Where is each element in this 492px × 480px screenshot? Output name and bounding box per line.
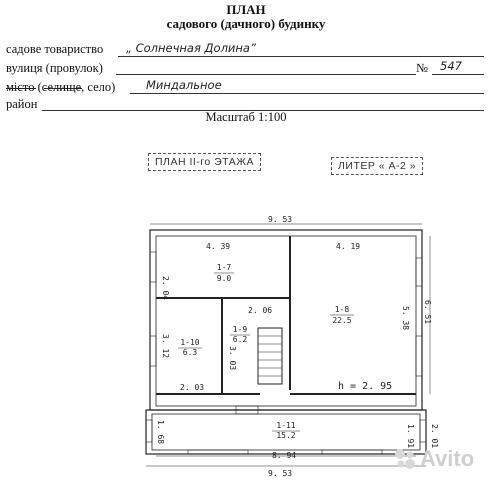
room-labels	[178, 263, 354, 440]
dim-room9-width: 2. 06	[248, 306, 273, 315]
dim-right-height: 6. 51	[423, 300, 432, 325]
room-1-10-area: 6.3	[182, 348, 198, 357]
society-label: садове товариство	[6, 42, 104, 56]
scale-label: Масштаб 1:100	[205, 110, 287, 124]
dim-room11-left: 1. 68	[156, 420, 165, 445]
room-1-9-area: 6.2	[232, 335, 248, 344]
floor-plan-stamp: ПЛАН II-го ЭТАЖА	[148, 153, 261, 171]
document-subtitle: садового (дачного) будинку	[166, 16, 326, 31]
liter-stamp: ЛИТЕР « А-2 »	[331, 157, 423, 175]
avito-logo-icon	[392, 446, 418, 472]
society-value: „ Солнечная Долина”	[126, 41, 256, 55]
place-value: Миндальное	[146, 78, 222, 92]
document-title: ПЛАН	[226, 2, 266, 17]
dim-room7-height: 2. 04	[161, 276, 170, 301]
dim-room11-right: 1. 91	[406, 424, 415, 449]
dim-top-total: 9. 53	[268, 215, 293, 224]
number-value: 547	[440, 59, 462, 73]
dim-room8-height: 5. 38	[401, 306, 410, 331]
dim-room11-width: 8. 94	[272, 451, 297, 460]
room-1-7-area: 9.0	[216, 274, 232, 283]
dim-room11-right-outer: 2. 01	[430, 424, 439, 449]
room-1-9-id: 1-9	[232, 325, 248, 334]
room-1-11-id: 1-11	[276, 421, 296, 430]
avito-watermark: Avito	[420, 446, 475, 471]
dim-room10-height: 3. 12	[161, 334, 170, 359]
dim-ceiling-height: h = 2. 95	[338, 381, 393, 392]
dim-room8-width: 4. 19	[336, 242, 361, 251]
room-1-8-area: 22.5	[332, 316, 352, 325]
number-label: №	[416, 61, 428, 75]
room-1-7-id: 1-7	[216, 263, 232, 272]
district-label: район	[6, 97, 38, 111]
street-label: вулиця (провулок)	[6, 61, 103, 75]
dim-bottom-total: 9. 53	[268, 469, 293, 478]
room-1-8-id: 1-8	[334, 305, 350, 314]
dim-room7-width: 4. 39	[206, 242, 231, 251]
room-1-11-area: 15.2	[276, 431, 296, 440]
dim-room10-width: 2. 03	[180, 383, 205, 392]
dim-room9-height: 3. 03	[228, 346, 237, 371]
room-1-10-id: 1-10	[180, 338, 200, 347]
place-label-text: місто (селище, село)	[6, 80, 116, 94]
